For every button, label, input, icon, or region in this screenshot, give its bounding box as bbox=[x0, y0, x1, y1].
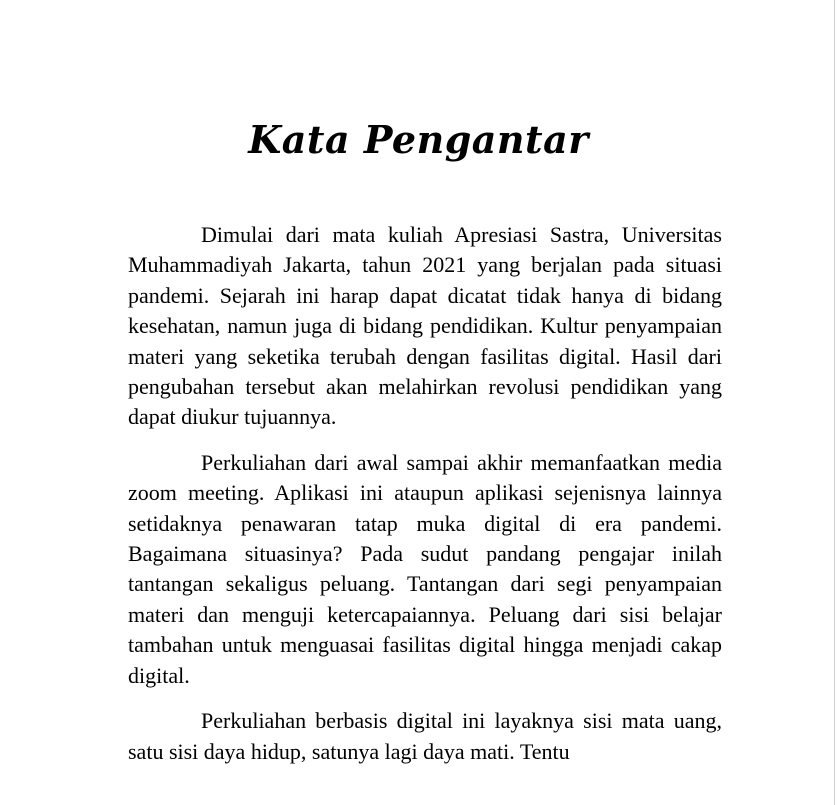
paragraph-3: Perkuliahan berbasis digital ini layaknya sisi mata uang, satu sisi daya hidup, satunya lagi daya mati. Tentu bbox=[128, 708, 722, 764]
paragraph-1: Dimulai dari mata kuliah Apresiasi Sastra, Universitas Muhammadiyah Jakarta, tahun 2021 yang berjalan pada situasi pandemi. Sejarah ini harap dapat dicatat tidak hanya di bidang kesehatan, namun juga di bidang pendidikan. Kultur penyampaian materi yang seketika terubah dengan fasilitas digital. Hasil dari pengubahan tersebut akan melahirkan revolusi pendidikan yang dapat diukur tujuannya. bbox=[128, 222, 722, 430]
paragraph-2: Perkuliahan dari awal sampai akhir memanfaatkan media zoom meeting. Aplikasi ini ataupun aplikasi sejenisnya lainnya setidaknya penawaran tatap muka digital di era pandemi. Bagaimana situasinya? Pada sudut pandang pengajar inilah tantangan sekaligus peluang. Tantangan dari segi penyampaian materi dan menguji ketercapaiannya. Peluang dari sisi belajar tambahan untuk menguasai fasilitas digital hingga menjadi cakap digital. bbox=[128, 449, 722, 688]
page-title: Kata Pengantar bbox=[248, 117, 589, 162]
document-body bbox=[128, 220, 722, 782]
